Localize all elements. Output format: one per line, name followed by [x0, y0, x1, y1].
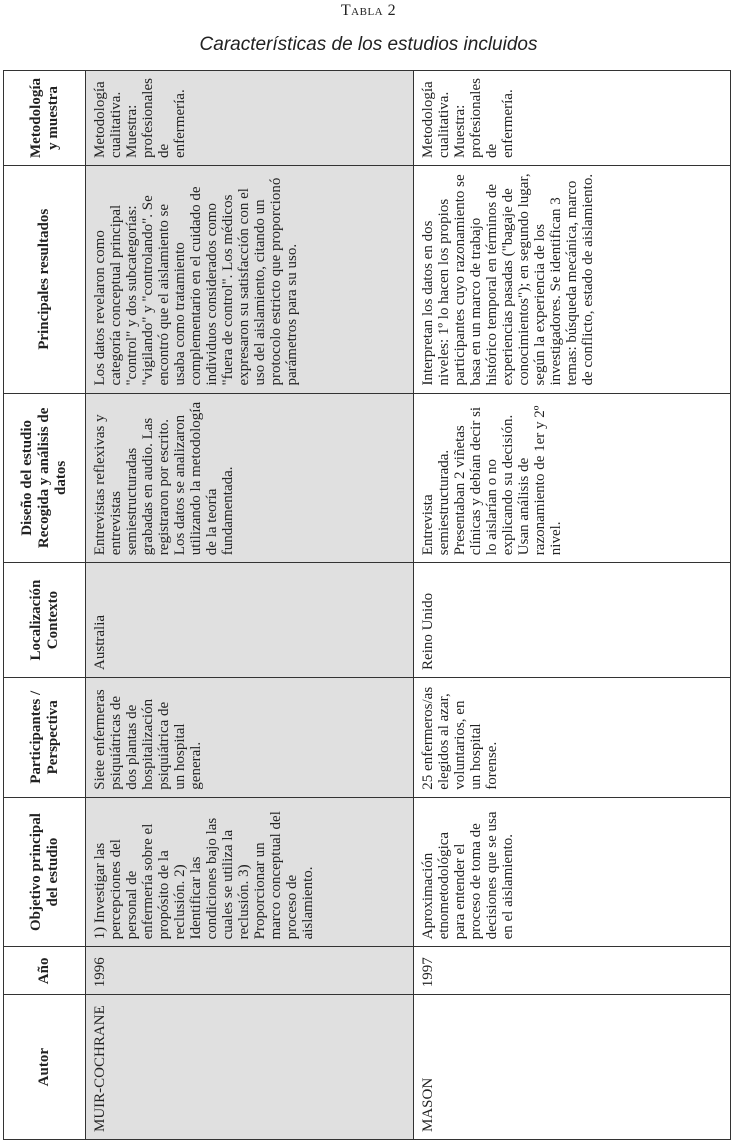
column-localizacion	[4, 562, 730, 677]
cell-autor-row1: MUIR-COCHRANE	[86, 995, 414, 1139]
header-autor: Autor	[4, 995, 86, 1139]
cell-anio-row2: 1997	[420, 957, 436, 988]
studies-table	[3, 70, 731, 1140]
cell-anio-row1: 1996	[86, 947, 414, 994]
column-diseno	[4, 393, 730, 563]
cell-metodologia-row1: Metodología cualitativa. Muestra: profesionales de enfermería.	[86, 71, 414, 165]
cell-participantes-row1: Siete enfermeras psiquiátricas de dos plantas de hospitalización psiquiátrica de un hospital general.	[86, 678, 414, 797]
cell-autor-row2: MASON	[420, 1077, 436, 1132]
cell-diseno-row1: Entrevistas reflexivas y entrevistas semiestructuradas grabadas en audio. Las registraron por escrito. Los datos se analizaron utilizando la metodología de la teoría fundamentada.	[86, 394, 414, 563]
column-resultados	[4, 165, 730, 393]
cell-diseno-row2: Entrevista semiestructurada. Presentaban 2 viñetas clínicas y debían decir si lo aislarían o no explicando su decisión. Usan análisis de razonamiento de 1er y 2º nivel.	[420, 405, 564, 556]
column-objetivo	[4, 797, 730, 947]
header-metodologia: Metodología y muestra	[4, 71, 86, 165]
cell-objetivo-row1: 1) Investigar las percepciones del personal de enfermería sobre el propósito de la reclusión. 2) Identificar las condiciones bajo las cuales se utiliza la reclusión. 3) Proporcionar un marco conceptual del proceso de aislamiento.	[86, 798, 414, 947]
cell-objetivo-row2: Aproximación etnometodológica para entender el proceso de toma de decisiones que se usa en el aislamiento.	[420, 811, 516, 940]
header-objetivo: Objetivo principal del estudio	[4, 798, 86, 947]
column-autor	[4, 994, 730, 1139]
table-title: Características de los estudios incluidos	[199, 34, 538, 55]
header-anio: Año	[4, 947, 86, 994]
cell-localizacion-row2: Reino Unido	[420, 592, 436, 670]
column-metodologia	[4, 71, 730, 165]
table-label: Tabla 2	[340, 2, 397, 19]
header-resultados: Principales resultados	[4, 166, 86, 393]
header-localizacion: Localización Contexto	[4, 563, 86, 677]
header-participantes: Participantes / Perspectiva	[4, 678, 86, 797]
cell-resultados-row1: Los datos revelaron como categoría conceptual principal "control" y dos subcategorías: "vigilando" y "controlando". Se encontró que el aislamiento se usaba como tratamiento complementario en el cuidado de individuos considerados como "fuera de control". Los médicos expresaron su satisfacción con el uso del aislamiento, citando un protocolo estricto que proporcionó parámetros para su uso.	[86, 166, 414, 393]
header-diseno: Diseño del estudio Recogida y análisis de datos	[4, 394, 86, 563]
cell-participantes-row2: 25 enfermeros/as elegidos al azar, voluntarios, en un hospital forense.	[420, 686, 500, 790]
column-participantes	[4, 677, 730, 797]
cell-resultados-row2: Interpretan los datos en dos niveles: 1º lo hacen los propios participantes cuyo razonamiento se basa en un marco de trabajo histórico temporal en términos de experiencias pasadas ("bagaje de conocimientos"); en segundo lugar, según la experiencia de los investigadores. Se identifican 3 temas: búsqueda mecánica, marco de conflicto, estado de aislamiento.	[420, 173, 596, 386]
cell-localizacion-row1: Australia	[86, 563, 414, 677]
cell-metodologia-row2: Metodología cualitativa. Muestra: profesionales de enfermería.	[420, 78, 516, 158]
column-anio	[4, 946, 730, 994]
